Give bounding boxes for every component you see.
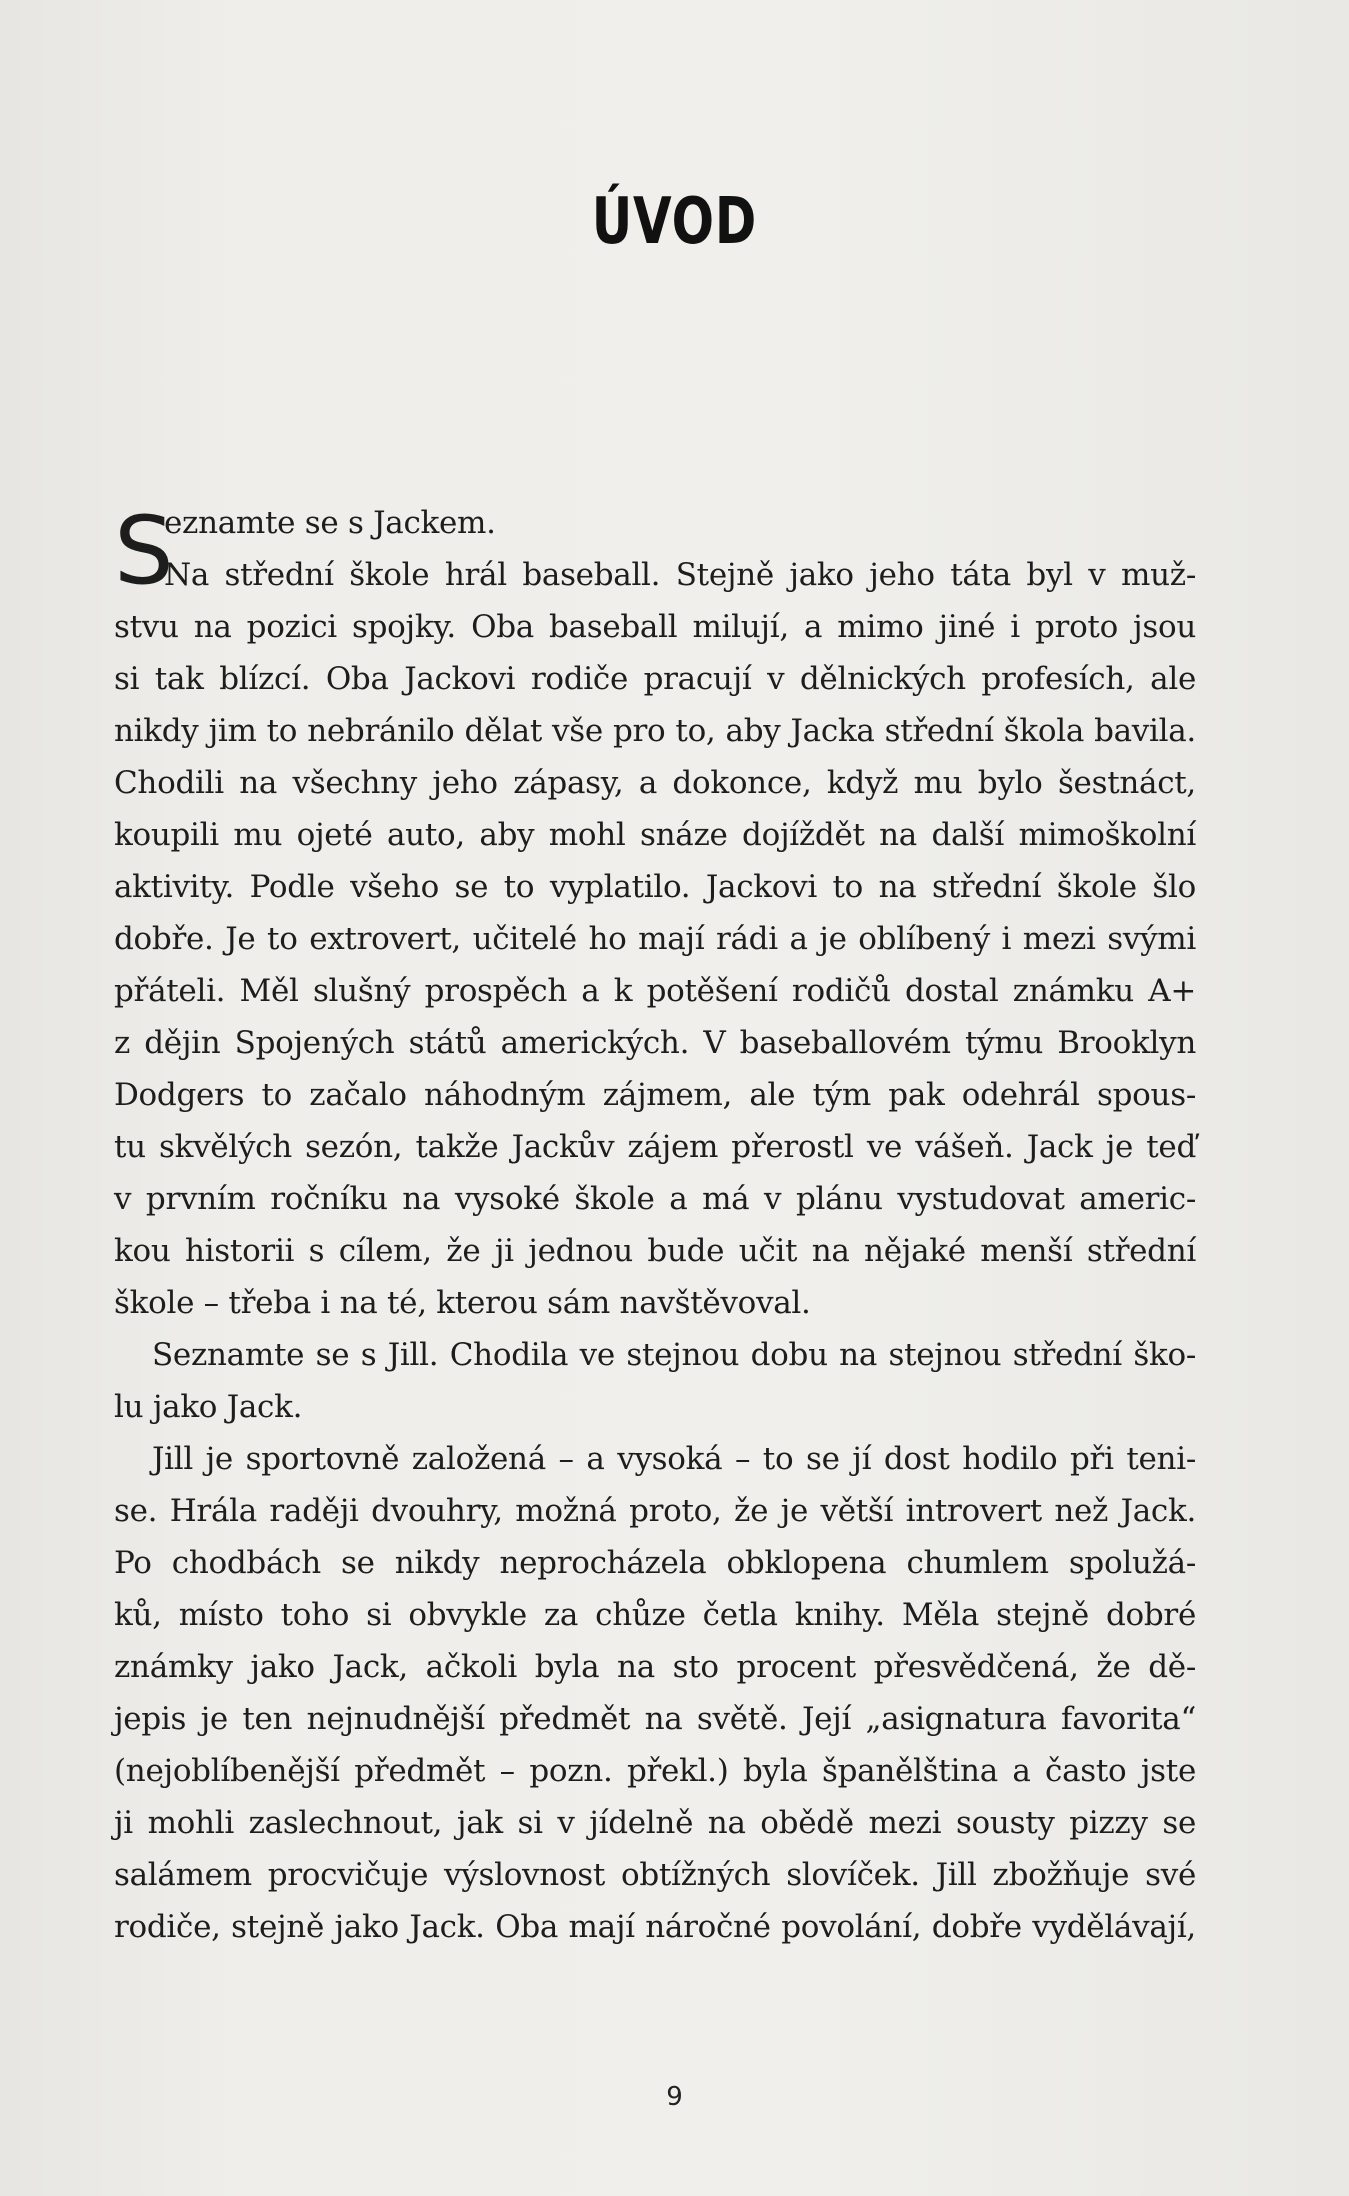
text-line: Dodgers to začalo náhodným zájmem, ale tým pak odehrál spous- [114, 1077, 1196, 1113]
page-number: 9 [666, 2082, 683, 2112]
text-line: rodiče, stejně jako Jack. Oba mají náročné povolání, dobře vydělávají, [114, 1909, 1196, 1945]
body-text [114, 497, 1196, 1953]
text-line: Jill je sportovně založená – a vysoká – to se jí dost hodilo při teni- [152, 1441, 1196, 1477]
text-line: v prvním ročníku na vysoké škole a má v plánu vystudovat americ- [114, 1181, 1196, 1217]
text-line: Na střední škole hrál baseball. Stejně jako jeho táta byl v muž- [164, 557, 1196, 593]
text-line: Chodili na všechny jeho zápasy, a dokonce, když mu bylo šestnáct, [114, 765, 1196, 801]
text-line: Seznamte se s Jill. Chodila ve stejnou dobu na stejnou střední ško- [152, 1337, 1196, 1373]
text-line: eznamte se s Jackem. [164, 505, 496, 541]
text-line: salámem procvičuje výslovnost obtížných slovíček. Jill zbožňuje své [114, 1857, 1196, 1893]
text-line: ji mohli zaslechnout, jak si v jídelně na obědě mezi sousty pizzy se [114, 1805, 1196, 1841]
text-line: škole – třeba i na té, kterou sám navštěvoval. [114, 1285, 811, 1321]
text-line: Po chodbách se nikdy neprocházela obklopena chumlem spolužá- [114, 1545, 1196, 1581]
text-line: ků, místo toho si obvykle za chůze četla knihy. Měla stejně dobré [114, 1597, 1196, 1633]
text-line: aktivity. Podle všeho se to vyplatilo. Jackovi to na střední škole šlo [114, 869, 1196, 905]
chapter-title: ÚVOD [591, 185, 758, 259]
text-line: lu jako Jack. [114, 1389, 303, 1425]
text-line: stvu na pozici spojky. Oba baseball milují, a mimo jiné i proto jsou [114, 609, 1196, 645]
text-line: nikdy jim to nebránilo dělat vše pro to, aby Jacka střední škola bavila. [114, 713, 1196, 749]
text-line: si tak blízcí. Oba Jackovi rodiče pracují v dělnických profesích, ale [114, 661, 1196, 697]
drop-cap: S [114, 497, 174, 606]
text-line: se. Hrála raději dvouhry, možná proto, že je větší introvert než Jack. [114, 1493, 1196, 1529]
text-line: tu skvělých sezón, takže Jackův zájem přerostl ve vášeň. Jack je teď [114, 1129, 1196, 1165]
text-line: jepis je ten nejnudnější předmět na světě. Její „asignatura favorita“ [114, 1701, 1196, 1737]
text-line: dobře. Je to extrovert, učitelé ho mají rádi a je oblíbený i mezi svými [114, 921, 1196, 957]
text-line: známky jako Jack, ačkoli byla na sto procent přesvědčená, že dě- [114, 1649, 1196, 1685]
text-line: (nejoblíbenější předmět – pozn. překl.) byla španělština a často jste [114, 1753, 1196, 1789]
text-line: z dějin Spojených států amerických. V baseballovém týmu Brooklyn [114, 1025, 1196, 1061]
text-line: přáteli. Měl slušný prospěch a k potěšení rodičů dostal známku A+ [114, 973, 1196, 1009]
text-line: koupili mu ojeté auto, aby mohl snáze dojíždět na další mimoškolní [114, 817, 1196, 853]
text-line: kou historii s cílem, že ji jednou bude učit na nějaké menší střední [114, 1233, 1196, 1269]
